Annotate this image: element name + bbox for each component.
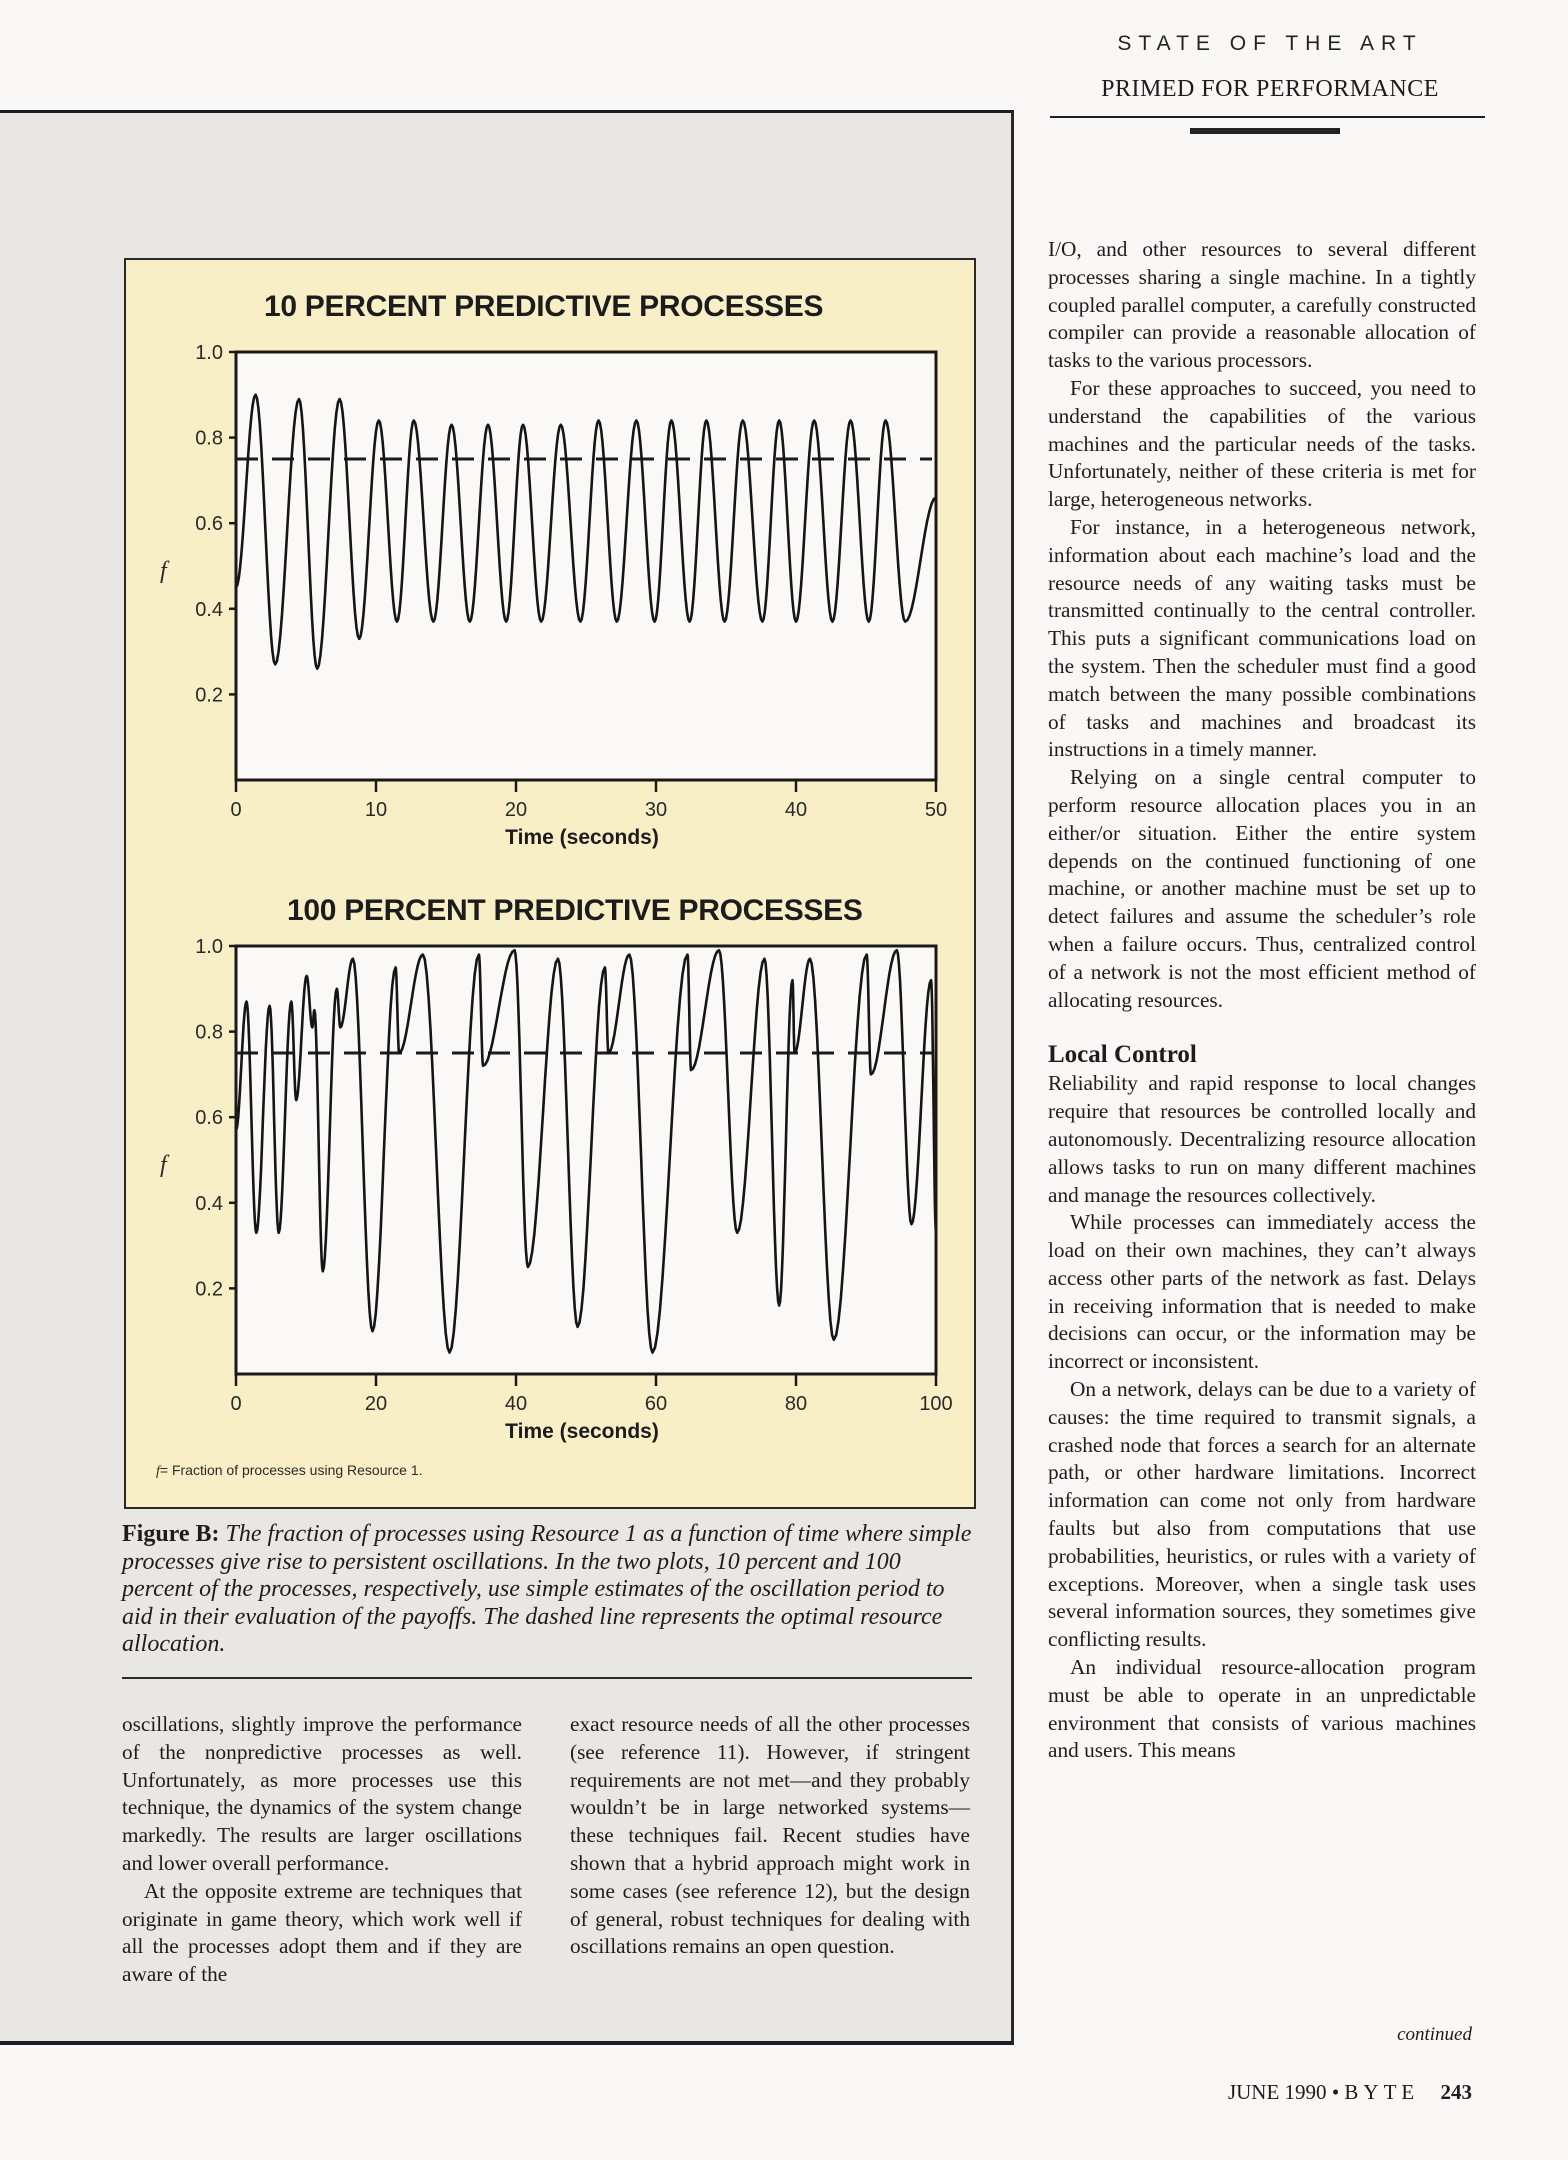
x-tick-label: 20 <box>504 799 528 821</box>
continued-label: continued <box>1397 2024 1472 2045</box>
page-footer <box>1150 2080 1472 2105</box>
magazine-name: BYTE <box>1344 2080 1420 2104</box>
figure-footnote <box>156 1462 423 1480</box>
paragraph: For these approaches to succeed, you need to understand the capabilities of the various machines and the particular needs of the tasks. Unfortunately, neither of these criteria is met for large, heterogeneous networks. <box>1048 375 1476 512</box>
paragraph: At the opposite extreme are techniques that originate in game theory, which work well if all the processes adopt them and if they are aware of the <box>122 1878 522 1987</box>
paragraph: While processes can immediately access the load on their own machines, they can’t always access other parts of the network as fast. Delays in receiving information that is needed to make decisions can occur, or the information may be incorrect or inconsistent. <box>1048 1210 1476 1374</box>
x-tick-label: 40 <box>504 1393 528 1415</box>
figure-caption <box>122 1521 972 1659</box>
y-tick-label: 1.0 <box>195 342 223 364</box>
plot-area <box>236 946 936 1374</box>
footnote-symbol: f <box>156 1464 160 1479</box>
chart-10-percent <box>160 342 947 849</box>
y-tick-label: 0.4 <box>195 1192 223 1215</box>
x-tick-label: 50 <box>924 799 948 821</box>
section-label: STATE OF THE ART <box>1117 32 1423 55</box>
x-tick-label: 60 <box>644 1393 668 1415</box>
y-axis-label: f <box>160 558 167 584</box>
x-tick-label: 80 <box>784 1393 808 1415</box>
y-tick-label: 0.4 <box>195 598 223 621</box>
y-tick-label: 0.8 <box>195 427 223 450</box>
article-column-right <box>1048 236 1476 1765</box>
footnote-text: = Fraction of processes using Resource 1. <box>159 1462 423 1478</box>
y-tick-label: 0.8 <box>195 1021 223 1044</box>
page-number: 243 <box>1440 2080 1472 2104</box>
x-tick-label: 0 <box>230 799 242 821</box>
chart-1-title: 10 PERCENT PREDICTIVE PROCESSES <box>264 290 824 323</box>
y-tick-label: 0.6 <box>195 1107 223 1130</box>
x-axis-label: Time (seconds) <box>505 826 659 849</box>
x-tick-label: 30 <box>644 799 668 821</box>
paragraph: I/O, and other resources to several different processes sharing a single machine. In a tightly coupled parallel computer, a carefully constructed compiler can provide a reasonable allocation of tasks to the various processors. <box>1048 237 1476 373</box>
x-axis-label: Time (seconds) <box>505 1420 659 1443</box>
paragraph: For instance, in a heterogeneous network, information about each machine’s load and the resource needs of any waiting tasks must be transmitted continually to the central controller. This puts a significant communications load on the system. Then the scheduler must find a good match between the many possible combinations of tasks and machines and broadcast its instructions in a timely manner. <box>1048 514 1476 762</box>
issue-date: JUNE 1990 <box>1227 2080 1327 2104</box>
footer-separator: • <box>1331 2080 1340 2104</box>
paragraph: Relying on a single central computer to perform resource allocation places you in an either/or situation. Either the entire system depends on the continued functioning of one machine, or another machine must be set up to detect failures and assume the scheduler’s role when a failure occurs. Thus, centralized control of a network is not the most efficient method of allocating resources. <box>1048 765 1476 1012</box>
x-tick-label: 10 <box>364 799 388 821</box>
caption-text: The fraction of processes using Resource 1 as a function of time where simple processes give rise to persistent oscillations. In the two plots, 10 percent and 100 percent of the processes, respectively, use simple estimates of the oscillation period to aid in their evaluation of the payoffs. The dashed line represents the optimal resource allocation. <box>122 1521 972 1657</box>
x-tick-label: 0 <box>230 1393 242 1415</box>
sidebar-column-left <box>122 1711 522 1989</box>
y-tick-label: 0.6 <box>195 513 223 536</box>
paragraph: On a network, delays can be due to a variety of causes: the time required to transmit signals, a crashed node that forces a search for an alternate path, or other hardware limitations. Incorrect information can come not only from hardware faults but also from computations that use probabilities, heuristics, or rules with a variety of exceptions. Moreover, when a single task uses several information sources, they sometimes give conflicting results. <box>1048 1377 1476 1652</box>
paragraph: Reliability and rapid response to local changes require that resources be controlled locally and autonomously. Decentralizing resource allocation allows tasks to run on many different machines and manage the resources collectively. <box>1048 1071 1476 1207</box>
caption-label: Figure B: <box>122 1521 220 1547</box>
y-tick-label: 1.0 <box>195 936 223 958</box>
x-tick-label: 100 <box>919 1393 953 1415</box>
y-tick-label: 0.2 <box>195 684 223 707</box>
caption-rule <box>122 1677 972 1679</box>
y-tick-label: 0.2 <box>195 1278 223 1301</box>
paragraph: oscillations, slightly improve the performance of the nonpredictive processes as well. Unfortunately, as more processes use this technique, the dynamics of the system change markedly. The results are larger oscillations and lower overall performance. <box>122 1712 522 1875</box>
subhead-local-control: Local Control <box>1048 1041 1197 1069</box>
running-head: PRIMED FOR PERFORMANCE <box>1101 76 1439 102</box>
paragraph: exact resource needs of all the other processes (see reference 11). However, if stringent requirements are not met—and they probably wouldn’t be in large networked systems—these techniques fail. Recent studies have shown that a hybrid approach might work in some cases (see reference 12), but the design of general, robust techniques for dealing with oscillations remains an open question. <box>570 1712 970 1959</box>
y-axis-label: f <box>160 1152 167 1178</box>
paragraph: An individual resource-allocation program must be able to operate in an unpredictable environment that consists of various machines and users. This means <box>1048 1655 1476 1763</box>
chart-2-title: 100 PERCENT PREDICTIVE PROCESSES <box>287 894 863 927</box>
x-tick-label: 20 <box>364 1393 388 1415</box>
chart-100-percent <box>160 936 953 1443</box>
sidebar-column-middle <box>570 1711 970 1961</box>
x-tick-label: 40 <box>784 799 808 821</box>
